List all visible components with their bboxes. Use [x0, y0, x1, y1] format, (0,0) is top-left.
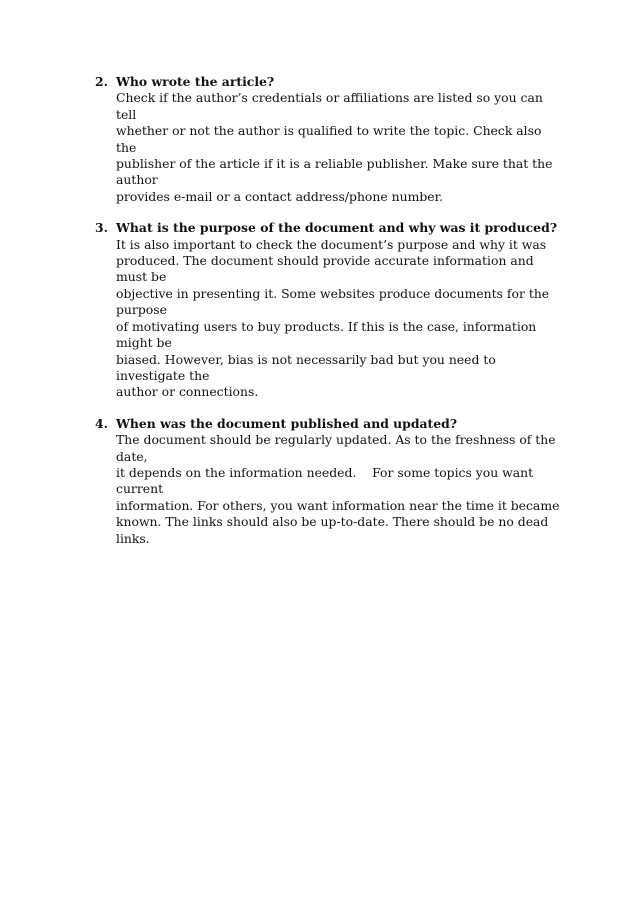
item-text-line: publisher of the article if it is a reliable publisher. Make sure that the author	[116, 156, 557, 188]
list-item	[95, 416, 565, 547]
item-heading: When was the document published and updated?	[116, 415, 458, 431]
item-heading: Who wrote the article?	[116, 74, 275, 89]
item-number: 4.	[95, 415, 108, 431]
item-text-line: it depends on the information needed. For some topics you want current	[116, 464, 538, 497]
list-item	[95, 74, 565, 205]
item-heading: What is the purpose of the document and why was it produced?	[116, 220, 557, 236]
item-body	[116, 220, 565, 400]
item-text-line: author or connections.	[116, 384, 259, 400]
item-text-line: known. The links should also be up-to-date. There should be no dead links.	[116, 514, 553, 546]
item-body	[116, 416, 565, 547]
item-text-line: Check if the author’s credentials or affiliations are listed so you can tell	[116, 90, 547, 122]
item-number: 2.	[95, 74, 108, 89]
numbered-list	[95, 74, 565, 562]
item-number: 3.	[95, 220, 108, 236]
list-item	[95, 220, 565, 400]
item-text-line: produced. The document should provide accurate information and must be	[116, 253, 538, 285]
item-text-line: It is also important to check the document’s purpose and why it was	[116, 236, 547, 252]
item-text-line: The document should be regularly updated. As to the freshness of the date,	[116, 432, 560, 464]
item-body	[116, 74, 565, 205]
item-text-line: of motivating users to buy products. If this is the case, information might be	[116, 318, 541, 351]
item-text-line: biased. However, bias is not necessarily bad but you need to investigate the	[116, 351, 500, 383]
item-text-line: information. For others, you want information near the time it became	[116, 497, 560, 513]
item-text-line: whether or not the author is qualified to write the topic. Check also the	[116, 123, 546, 155]
item-text-line: objective in presenting it. Some websites produce documents for the purpose	[116, 285, 554, 318]
item-text-line: provides e-mail or a contact address/phone number.	[116, 188, 444, 204]
